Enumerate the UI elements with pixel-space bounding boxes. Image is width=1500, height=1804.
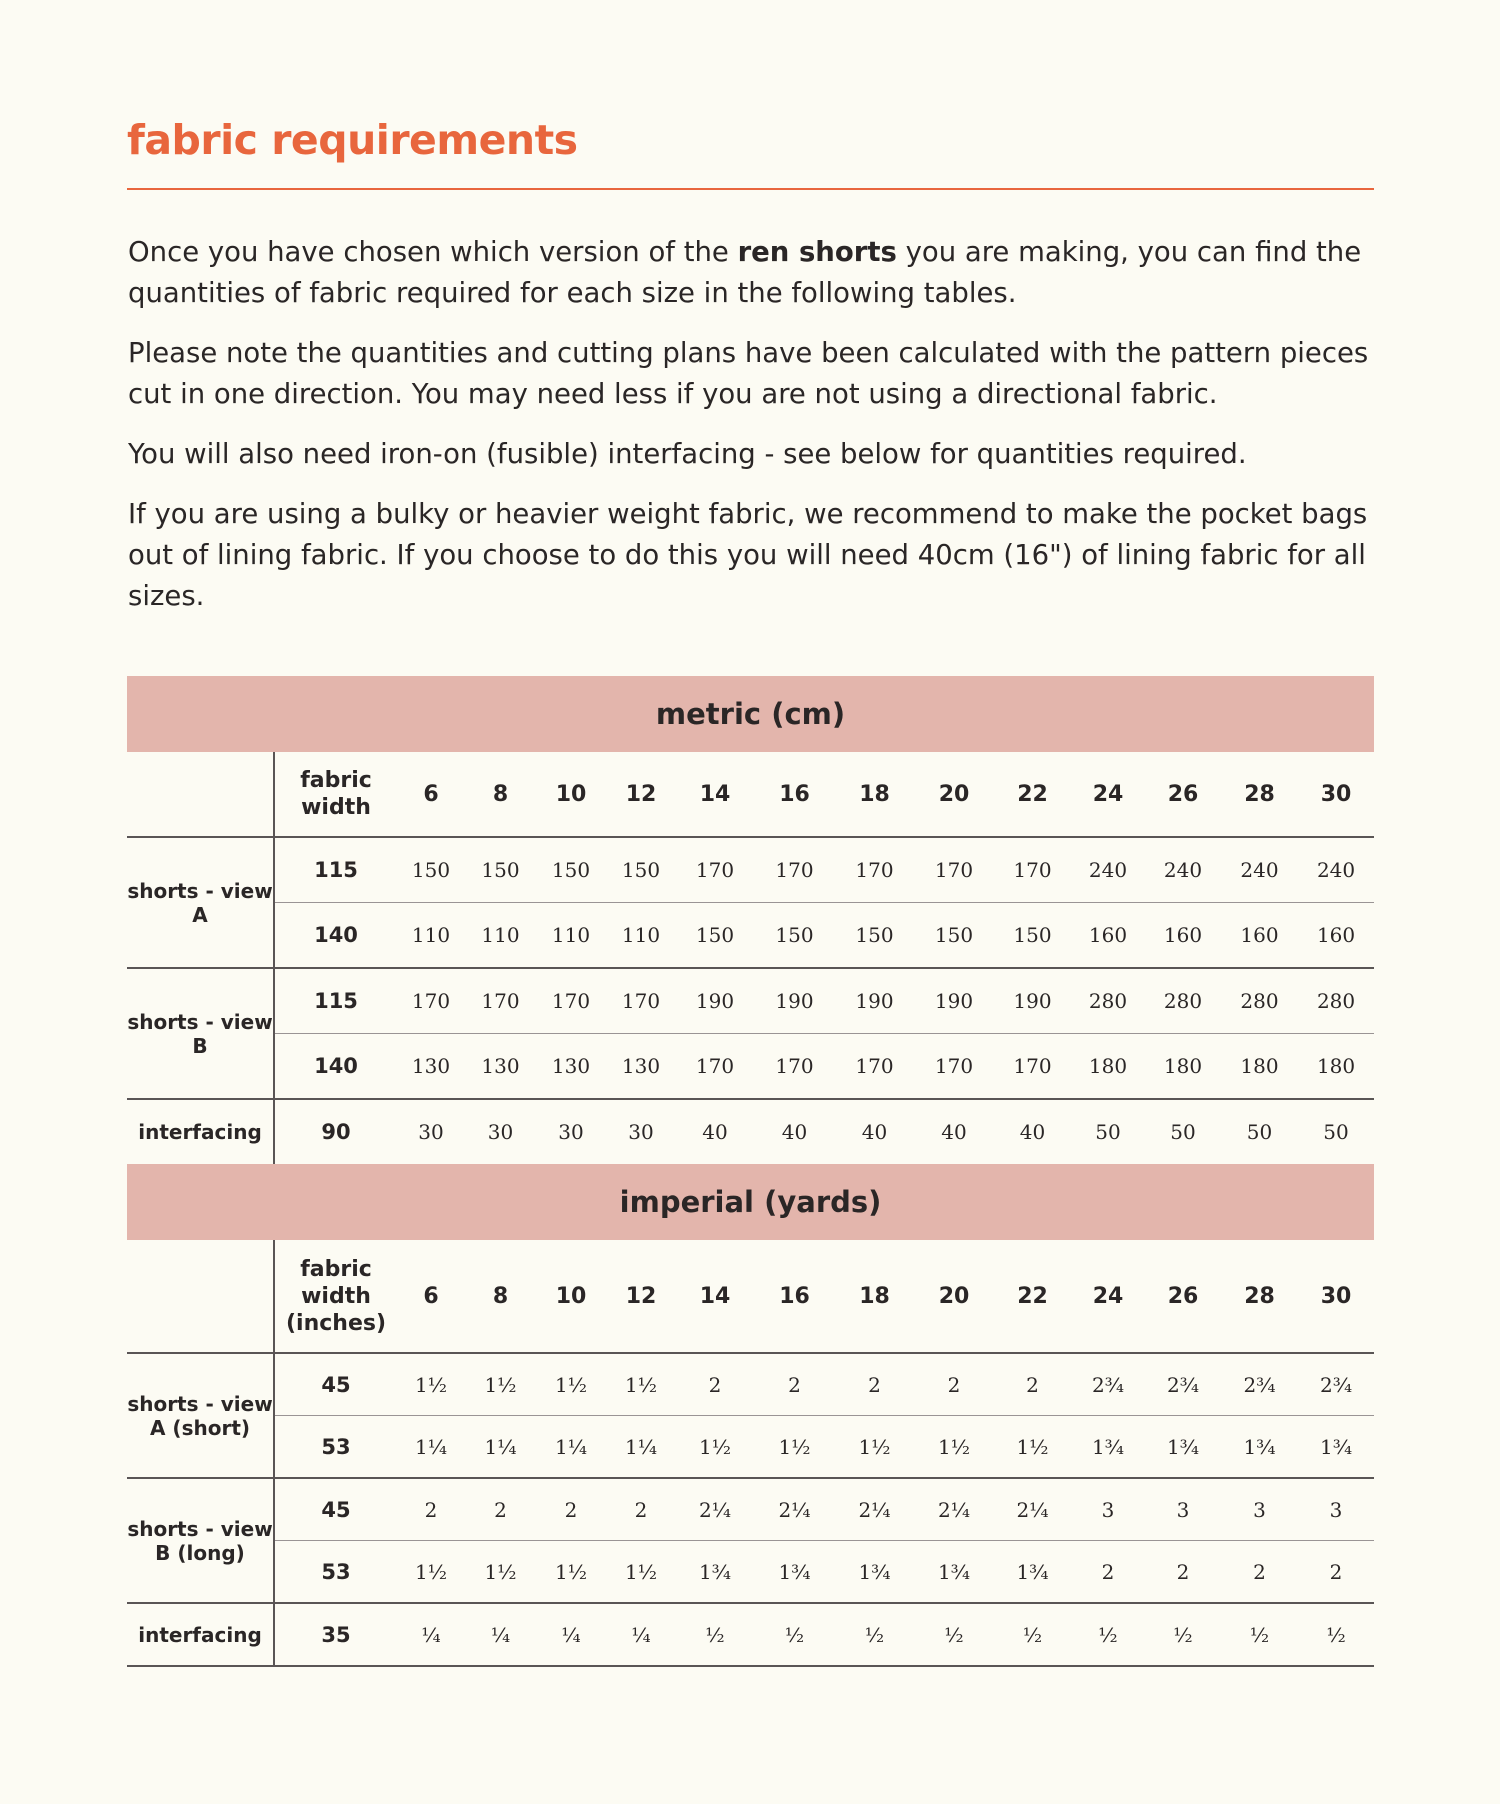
quantity-cell: 1½ <box>754 1416 835 1479</box>
quantity-cell: 110 <box>397 903 465 969</box>
quantity-cell: ¼ <box>465 1603 536 1666</box>
quantity-cell: 190 <box>676 968 754 1034</box>
quantity-cell: 1¼ <box>606 1416 676 1479</box>
quantity-cell: 3 <box>1145 1478 1221 1541</box>
quantity-cell: 110 <box>465 903 536 969</box>
fabric-width-cell: 140 <box>274 1034 397 1100</box>
quantity-cell: ½ <box>676 1603 754 1666</box>
quantity-cell: 150 <box>754 903 835 969</box>
quantity-cell: 240 <box>1298 837 1374 903</box>
quantity-cell: 170 <box>994 837 1071 903</box>
quantity-cell: 170 <box>397 968 465 1034</box>
quantity-cell: 1½ <box>397 1353 465 1416</box>
quantity-cell: ½ <box>1221 1603 1298 1666</box>
quantity-cell: 30 <box>628 1120 654 1144</box>
quantity-cell: 1½ <box>465 1353 536 1416</box>
size-header-14: 14 <box>676 1240 754 1353</box>
quantity-cell: 2¼ <box>754 1478 835 1541</box>
intro-paragraph-4: If you are using a bulky or heavier weight fabric, we recommend to make the pocket bags out of lining fabric. If you choose to do this you will need 40cm (16") of lining fabric for all sizes. <box>128 498 1368 612</box>
quantity-cell: 150 <box>914 903 994 969</box>
quantity-cell: 190 <box>754 968 835 1034</box>
quantity-cell: 2¾ <box>1298 1353 1374 1416</box>
quantity-cell: 170 <box>914 1034 994 1100</box>
pattern-name: ren shorts <box>737 236 897 268</box>
quantity-cell: ½ <box>914 1603 994 1666</box>
quantity-cell: 280 <box>1298 968 1374 1034</box>
quantity-cell: 170 <box>754 1034 835 1100</box>
size-header-6: 6 <box>397 1240 465 1353</box>
size-header-24: 24 <box>1071 752 1145 837</box>
quantity-cell: 1¼ <box>397 1416 465 1479</box>
quantity-cell: 40 <box>702 1120 728 1144</box>
intro-paragraph-3: You will also need iron-on (fusible) interfacing - see below for quantities required. <box>128 438 1247 470</box>
quantity-cell: 1¾ <box>914 1541 994 1604</box>
quantity-cell: 50 <box>1095 1120 1121 1144</box>
quantity-cell: 2 <box>536 1478 606 1541</box>
quantity-cell: 160 <box>1071 903 1145 969</box>
quantity-cell: 2 <box>465 1478 536 1541</box>
metric-section-title: metric (cm) <box>127 676 1374 752</box>
size-header-6: 6 <box>397 752 465 837</box>
quantity-cell: 50 <box>1170 1120 1196 1144</box>
intro-paragraph-2: Please note the quantities and cutting plans have been calculated with the pattern pieces cut in one direction. You may need less if you are not using a directional fabric. <box>128 337 1369 410</box>
size-header-26: 26 <box>1145 1240 1221 1353</box>
quantity-cell: 280 <box>1145 968 1221 1034</box>
quantity-cell: 280 <box>1221 968 1298 1034</box>
quantity-cell: 1¼ <box>465 1416 536 1479</box>
size-header-22: 22 <box>994 1240 1071 1353</box>
quantity-cell: 180 <box>1221 1034 1298 1100</box>
size-header-12: 12 <box>606 752 676 837</box>
quantity-cell: 30 <box>558 1120 584 1144</box>
quantity-cell: ½ <box>1298 1603 1374 1666</box>
size-header-28: 28 <box>1221 1240 1298 1353</box>
quantity-cell: 150 <box>465 837 536 903</box>
intro-paragraph-1 <box>128 232 1378 314</box>
size-header-26: 26 <box>1145 752 1221 837</box>
page-title: fabric requirements <box>127 116 578 164</box>
metric-column-header-row <box>127 752 1374 837</box>
quantity-cell: 150 <box>994 903 1071 969</box>
imperial-section-title: imperial (yards) <box>127 1164 1374 1240</box>
size-header-28: 28 <box>1221 752 1298 837</box>
size-header-16: 16 <box>754 752 835 837</box>
intro-text <box>128 232 1378 636</box>
size-header-18: 18 <box>835 1240 914 1353</box>
fabric-width-cell: 115 <box>274 968 397 1034</box>
row-group-label: shorts - view B <box>127 968 274 1099</box>
quantity-cell: ½ <box>1071 1603 1145 1666</box>
size-header-8: 8 <box>465 752 536 837</box>
fabric-width-cell: 45 <box>274 1353 397 1416</box>
quantity-cell: 40 <box>941 1120 967 1144</box>
quantity-cell: 170 <box>676 837 754 903</box>
quantity-cell: 3 <box>1298 1478 1374 1541</box>
quantity-cell: 2 <box>1071 1541 1145 1604</box>
quantity-cell: 170 <box>754 837 835 903</box>
quantity-cell: 1½ <box>465 1541 536 1604</box>
quantity-cell: 1¾ <box>1298 1416 1374 1479</box>
quantity-cell: 1½ <box>914 1416 994 1479</box>
quantity-cell: ¼ <box>536 1603 606 1666</box>
table-row <box>127 1034 1374 1100</box>
quantity-cell: 170 <box>835 837 914 903</box>
quantity-cell: 1½ <box>676 1416 754 1479</box>
imperial-column-header-row <box>127 1240 1374 1353</box>
row-group-label: interfacing <box>127 1099 274 1164</box>
quantity-cell: 1¾ <box>676 1541 754 1604</box>
quantity-cell: 160 <box>1145 903 1221 969</box>
quantity-cell: 50 <box>1246 1120 1273 1144</box>
quantity-cell: 1½ <box>994 1416 1071 1479</box>
quantity-cell: 2¼ <box>835 1478 914 1541</box>
size-header-10: 10 <box>536 1240 606 1353</box>
quantity-cell: 2 <box>835 1353 914 1416</box>
quantity-cell: 170 <box>914 837 994 903</box>
quantity-cell: ½ <box>1145 1603 1221 1666</box>
quantity-cell: 170 <box>835 1034 914 1100</box>
table-row <box>127 1353 1374 1416</box>
quantity-cell: 1½ <box>536 1541 606 1604</box>
quantity-cell: 1¼ <box>536 1416 606 1479</box>
quantity-cell: 2¼ <box>914 1478 994 1541</box>
quantity-cell: 2¾ <box>1071 1353 1145 1416</box>
quantity-cell: 2 <box>1221 1541 1298 1604</box>
quantity-cell: 190 <box>914 968 994 1034</box>
quantity-cell: 150 <box>397 837 465 903</box>
quantity-cell: 180 <box>1298 1034 1374 1100</box>
quantity-cell: 1¾ <box>994 1541 1071 1604</box>
fabric-width-cell: 53 <box>274 1541 397 1604</box>
quantity-cell: 190 <box>994 968 1071 1034</box>
quantity-cell: 30 <box>418 1120 444 1144</box>
quantity-cell: 2 <box>676 1353 754 1416</box>
quantity-cell: 190 <box>835 968 914 1034</box>
intro-p1-end: you are making, you can find the quantities of fabric required for each size in the following tables. <box>128 236 1362 309</box>
quantity-cell: 240 <box>1071 837 1145 903</box>
header-blank-cell <box>127 752 274 837</box>
quantity-cell: 130 <box>465 1034 536 1100</box>
quantity-cell: 170 <box>676 1034 754 1100</box>
table-row <box>127 1478 1374 1541</box>
row-group-label: shorts - view A (short) <box>127 1353 274 1478</box>
quantity-cell: 150 <box>606 837 676 903</box>
quantity-cell: 40 <box>861 1120 888 1144</box>
quantity-cell: 150 <box>536 837 606 903</box>
quantity-cell: ½ <box>835 1603 914 1666</box>
quantity-cell: 2 <box>914 1353 994 1416</box>
quantity-cell: 3 <box>1221 1478 1298 1541</box>
quantity-cell: 1½ <box>397 1541 465 1604</box>
row-group-label: interfacing <box>127 1603 274 1666</box>
title-divider <box>127 188 1374 190</box>
size-header-30: 30 <box>1298 752 1374 837</box>
size-header-20: 20 <box>914 1240 994 1353</box>
size-header-24: 24 <box>1071 1240 1145 1353</box>
quantity-cell: 170 <box>606 968 676 1034</box>
quantity-cell: 180 <box>1071 1034 1145 1100</box>
fabric-width-cell: 35 <box>274 1603 397 1666</box>
size-header-30: 30 <box>1298 1240 1374 1353</box>
quantity-cell: 1½ <box>606 1353 676 1416</box>
fabric-width-cell: 90 <box>321 1120 351 1144</box>
table-row <box>127 968 1374 1034</box>
table-row <box>127 903 1374 969</box>
quantity-cell: 180 <box>1145 1034 1221 1100</box>
quantity-cell: ¼ <box>397 1603 465 1666</box>
fabric-width-header: fabric width <box>274 752 397 837</box>
size-header-12: 12 <box>606 1240 676 1353</box>
intro-p1-start: Once you have chosen which version of the <box>128 236 738 268</box>
size-header-14: 14 <box>676 752 754 837</box>
quantity-cell: 1½ <box>606 1541 676 1604</box>
quantity-cell: 2¾ <box>1145 1353 1221 1416</box>
fabric-width-cell: 45 <box>274 1478 397 1541</box>
quantity-cell: 1½ <box>835 1416 914 1479</box>
size-header-8: 8 <box>465 1240 536 1353</box>
table-row <box>127 1541 1374 1604</box>
quantity-cell: 2 <box>606 1478 676 1541</box>
table-row <box>127 1416 1374 1479</box>
quantity-cell: 1¾ <box>1221 1416 1298 1479</box>
quantity-cell: 2 <box>994 1353 1071 1416</box>
quantity-cell: 1½ <box>536 1353 606 1416</box>
quantity-cell: 150 <box>676 903 754 969</box>
quantity-cell: 3 <box>1071 1478 1145 1541</box>
quantity-cell: 1¾ <box>835 1541 914 1604</box>
quantity-cell: 130 <box>606 1034 676 1100</box>
fabric-width-cell: 53 <box>274 1416 397 1479</box>
quantity-cell: 240 <box>1221 837 1298 903</box>
metric-section-header <box>127 676 1374 752</box>
size-header-20: 20 <box>914 752 994 837</box>
quantity-cell: 50 <box>1323 1120 1349 1144</box>
quantity-cell: 2 <box>754 1353 835 1416</box>
quantity-cell: 30 <box>487 1120 514 1144</box>
quantity-cell: 2 <box>1298 1541 1374 1604</box>
quantity-cell: 160 <box>1221 903 1298 969</box>
quantity-cell: 2¾ <box>1221 1353 1298 1416</box>
table-row <box>127 837 1374 903</box>
size-header-22: 22 <box>994 752 1071 837</box>
quantity-cell: 170 <box>994 1034 1071 1100</box>
fabric-requirements-table <box>127 676 1374 1667</box>
quantity-cell: 40 <box>781 1120 808 1144</box>
quantity-cell: 170 <box>536 968 606 1034</box>
table-row <box>127 1099 1374 1164</box>
quantity-cell: 2 <box>1145 1541 1221 1604</box>
imperial-section-header <box>127 1164 1374 1240</box>
table-row <box>127 1603 1374 1666</box>
header-blank-cell <box>127 1240 274 1353</box>
row-group-label: shorts - view B (long) <box>127 1478 274 1603</box>
quantity-cell: 1¾ <box>1145 1416 1221 1479</box>
quantity-cell: 2¼ <box>994 1478 1071 1541</box>
quantity-cell: 160 <box>1298 903 1374 969</box>
quantity-cell: 280 <box>1071 968 1145 1034</box>
quantity-cell: ½ <box>754 1603 835 1666</box>
fabric-width-cell: 140 <box>274 903 397 969</box>
fabric-width-header: fabric width (inches) <box>274 1240 397 1353</box>
size-header-16: 16 <box>754 1240 835 1353</box>
quantity-cell: 1¾ <box>1071 1416 1145 1479</box>
quantity-cell: ½ <box>994 1603 1071 1666</box>
quantity-cell: ¼ <box>606 1603 676 1666</box>
quantity-cell: 130 <box>536 1034 606 1100</box>
size-header-10: 10 <box>536 752 606 837</box>
quantity-cell: 2 <box>397 1478 465 1541</box>
quantity-cell: 170 <box>465 968 536 1034</box>
quantity-cell: 110 <box>536 903 606 969</box>
quantity-cell: 1¾ <box>754 1541 835 1604</box>
quantity-cell: 130 <box>397 1034 465 1100</box>
quantity-cell: 2¼ <box>676 1478 754 1541</box>
size-header-18: 18 <box>835 752 914 837</box>
row-group-label: shorts - view A <box>127 837 274 968</box>
quantity-cell: 110 <box>606 903 676 969</box>
quantity-cell: 40 <box>1019 1120 1046 1144</box>
fabric-width-cell: 115 <box>274 837 397 903</box>
quantity-cell: 150 <box>835 903 914 969</box>
quantity-cell: 240 <box>1145 837 1221 903</box>
